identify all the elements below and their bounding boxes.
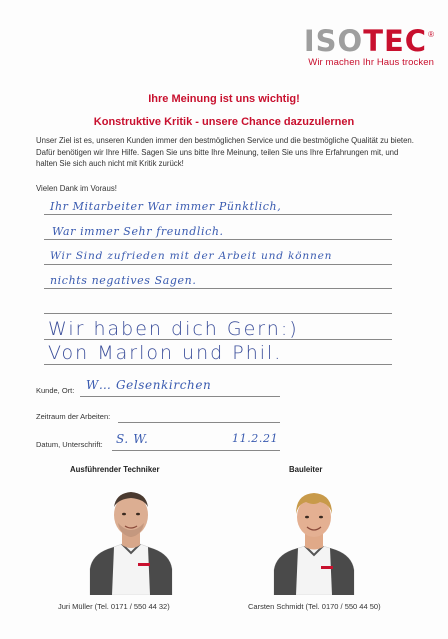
rule-line: [44, 313, 392, 314]
date-field-line: [112, 450, 280, 451]
logo-wordmark: [264, 26, 434, 56]
customer-field-line: [80, 396, 280, 397]
feedback-big-line-1: Wir haben dich Gern:): [48, 318, 299, 340]
rule-line: [44, 364, 392, 365]
logo-iso-text: ISO: [303, 24, 364, 58]
feedback-line-3: Wir Sind zufrieden mit der Arbeit und können: [50, 250, 333, 262]
rule-line: [44, 214, 392, 215]
customer-value: W… Gelsenkirchen: [86, 378, 212, 392]
logo-registered-mark: ®: [428, 30, 434, 39]
manager-photo: [272, 480, 356, 595]
customer-label: Kunde, Ort:: [36, 386, 75, 395]
rule-line: [44, 239, 392, 240]
manager-caption: Carsten Schmidt (Tel. 0170 / 550 44 50): [248, 602, 381, 611]
page-heading: Ihre Meinung ist uns wichtig!: [148, 93, 300, 105]
manager-role: Bauleiter: [289, 465, 323, 474]
feedback-line-4: nichts negatives Sagen.: [50, 274, 197, 287]
technician-caption: Juri Müller (Tel. 0171 / 550 44 32): [58, 602, 170, 611]
thanks-text: Vielen Dank im Voraus!: [36, 184, 117, 193]
date-label: Datum, Unterschrift:: [36, 440, 103, 449]
feedback-line-1: Ihr Mitarbeiter War immer Pünktlich,: [50, 200, 282, 213]
period-field-line: [118, 422, 280, 423]
date-value-end: 11.2.21: [232, 432, 279, 445]
isotec-logo: [264, 26, 434, 68]
rule-line: [44, 264, 392, 265]
rule-line: [44, 288, 392, 289]
technician-photo: [88, 477, 174, 595]
logo-tec-text: TEC: [363, 24, 428, 58]
page-subheading: Konstruktive Kritik - unsere Chance dazuzulernen: [93, 116, 355, 128]
feedback-line-2: War immer Sehr freundlich.: [52, 225, 224, 238]
intro-paragraph: Unser Ziel ist es, unseren Kunden immer den bestmöglichen Service und die bestmögliche Qualität zu bieten. Dafür benötigen wir Ihre Hilfe. Sagen Sie uns bitte Ihre Meinung, teilen Sie uns Ihre Erfahrungen mit, und halten Sie sich auch nicht mit Kritik zurück!: [36, 136, 414, 168]
feedback-big-line-2: Von Marlon und Phil.: [48, 342, 283, 364]
date-value-start: S. W.: [116, 432, 149, 446]
logo-tagline: Wir machen Ihr Haus trocken: [308, 57, 434, 68]
technician-role: Ausführender Techniker: [70, 465, 160, 474]
period-label: Zeitraum der Arbeiten:: [36, 412, 111, 421]
rule-line: [44, 339, 392, 340]
